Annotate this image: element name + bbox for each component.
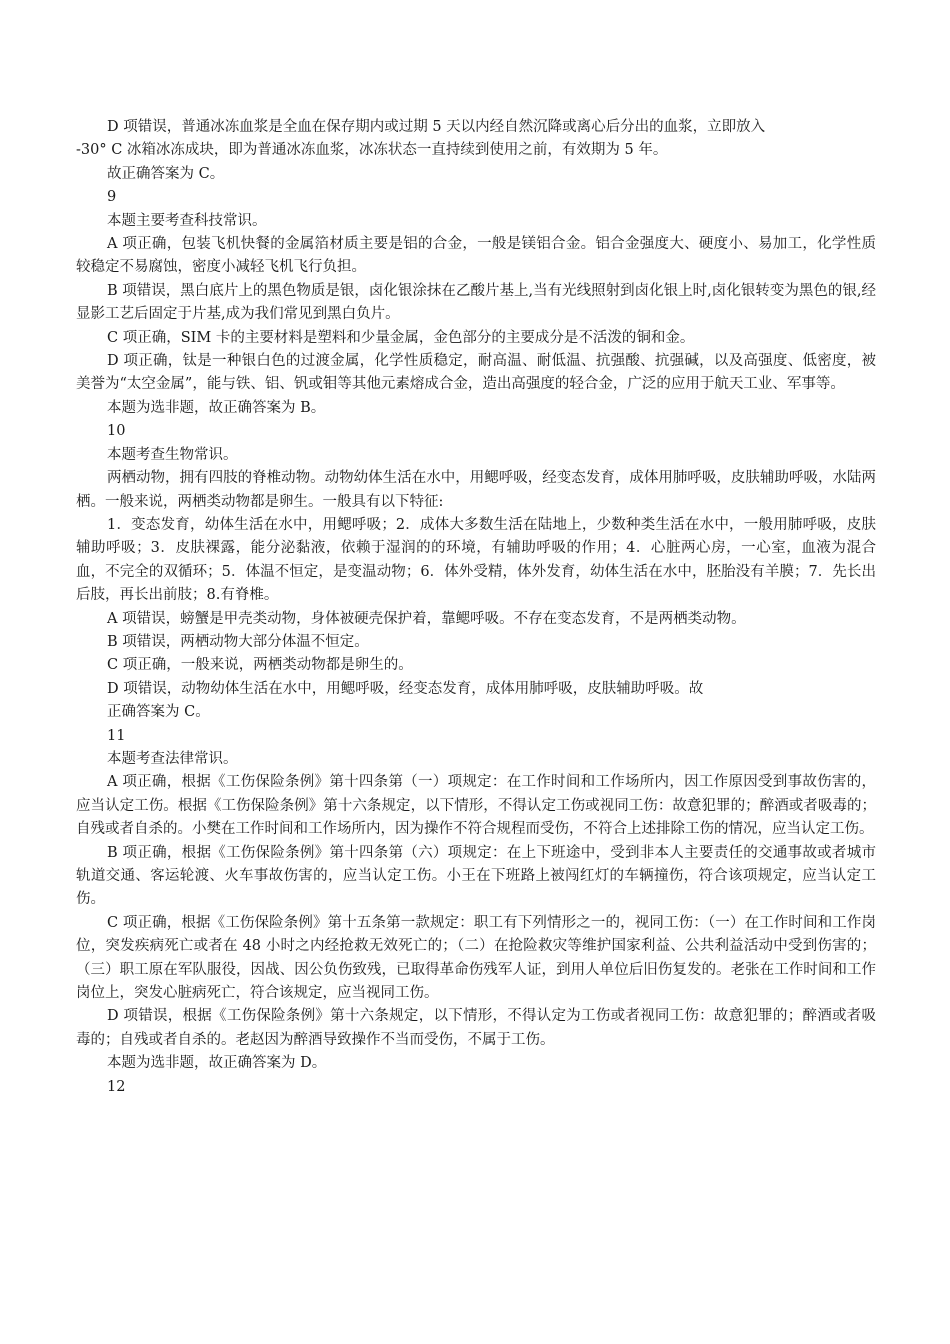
option-a-q11: A 项正确，根据《工伤保险条例》第十四条第（一）项规定：在工作时间和工作场所内，因工作原因受到事故伤害的，应当认定工伤。根据《工伤保险条例》第十六条规定，以下情形，不得认定工伤或视同工伤：故意犯罪的；醉酒或者吸毒的；自残或者自杀的。小樊在工作时间和工作场所内，因为操作不符合规程而受伤，不符合上述排除工伤的情况，应当认定工伤。 (76, 774, 876, 838)
option-a-q10: A 项错误，螃蟹是甲壳类动物，身体被硬壳保护着，靠鳃呼吸。不存在变态发育，不是两栖类动物。 (107, 610, 746, 627)
answer-conclusion-q8: 故正确答案为 C。 (107, 165, 225, 182)
answer-d-explanation-q8: D 项错误，普通冰冻血浆是全血在保存期内或过期 5 天以内经自然沉降或离心后分出的血浆，立即放入 (107, 119, 766, 135)
topic-q9: 本题主要考查科技常识。 (107, 212, 267, 229)
option-d-q9: D 项正确，钛是一种银白色的过渡金属，化学性质稳定，耐高温、耐低温、抗强酸、抗强碱，以及高强度、低密度，被美誉为“太空金属”，能与铁、铝、钒或钼等其他元素熔成合金，造出高强度的轻合金，广泛的应用于航天工业、军事等。 (76, 353, 876, 393)
option-b-q9: B 项错误，黑白底片上的黑色物质是银，卤化银涂抹在乙酸片基上,当有光线照射到卤化银上时,卤化银转变为黑色的银,经显影工艺后固定于片基,成为我们常见到黑白负片。 (76, 282, 876, 323)
answer-conclusion-q11: 本题为选非题，故正确答案为 D。 (107, 1055, 327, 1072)
topic-q11: 本题考查法律常识。 (107, 750, 238, 767)
question-number-12: 12 (107, 1078, 126, 1095)
option-c-q10: C 项正确，一般来说，两栖类动物都是卵生的。 (107, 657, 413, 674)
intro-q10: 两栖动物，拥有四肢的脊椎动物。动物幼体生活在水中，用鳃呼吸，经变态发育，成体用肺呼吸，皮肤辅助呼吸，水陆两栖。一般来说，两栖类动物都是卵生。一般具有以下特征: (76, 470, 876, 510)
question-number-11: 11 (107, 727, 126, 744)
answer-conclusion-q9: 本题为选非题，故正确答案为 B。 (107, 399, 326, 416)
question-number-9: 9 (107, 189, 117, 206)
option-a-q9: A 项正确，包装飞机快餐的金属箔材质主要是铝的合金，一般是镁铝合金。铝合金强度大、硬度小、易加工，化学性质较稳定不易腐蚀，密度小减轻飞机飞行负担。 (76, 236, 876, 276)
option-c-q11: C 项正确，根据《工伤保险条例》第十五条第一款规定：职工有下列情形之一的，视同工伤：（一）在工作时间和工作岗位，突发疾病死亡或者在 48 小时之内经抢救无效死亡的；（二）在抢险救灾等维护国家利益、公共利益活动中受到伤害的；（三）职工原在军队服役，因战、因公负伤致残，已取得革命伤残军人证，到用人单位后旧伤复发的。老张在工作时间和工作岗位上，突发心脏病死亡，符合该规定，应当视同工伤。 (76, 914, 876, 1002)
question-number-10: 10 (107, 423, 126, 440)
option-b-q11: B 项正确，根据《工伤保险条例》第十四条第（六）项规定：在上下班途中，受到非本人主要责任的交通事故或者城市轨道交通、客运轮渡、火车事故伤害的，应当认定工伤。小王在下班路上被闯红灯的车辆撞伤，符合该项规定，应当认定工伤。 (76, 844, 876, 908)
option-b-q10: B 项错误，两栖动物大部分体温不恒定。 (107, 633, 369, 650)
option-d-q10: D 项错误，动物幼体生活在水中，用鳃呼吸，经变态发育，成体用肺呼吸，皮肤辅助呼吸。故 (107, 680, 704, 697)
answer-conclusion-q10: 正确答案为 C。 (107, 704, 210, 721)
features-q10: 1．变态发育，幼体生活在水中，用鳃呼吸；2．成体大多数生活在陆地上，少数种类生活在水中，一般用肺呼吸，皮肤辅助呼吸；3．皮肤裸露，能分泌黏液，依赖于湿润的的环境，有辅助呼吸的作用；4．心脏两心房，一心室，血液为混合血，不完全的双循环；5．体温不恒定，是变温动物；6．体外受精，体外发育，幼体生活在水中，胚胎没有羊膜；7．先长出后肢，再长出前肢；8.有脊椎。 (76, 516, 876, 604)
answer-d-explanation-q8-cont: -30° C 冰箱冰冻成块，即为普通冰冻血浆，冰冻状态一直持续到使用之前，有效期为 5 年。 (76, 142, 668, 159)
document-page (76, 116, 876, 1099)
option-d-q11: D 项错误，根据《工伤保险条例》第十六条规定，以下情形，不得认定为工伤或者视同工伤：故意犯罪的；醉酒或者吸毒的；自残或者自杀的。老赵因为醉酒导致操作不当而受伤，不属于工伤。 (76, 1008, 876, 1048)
option-c-q9: C 项正确，SIM 卡的主要材料是塑料和少量金属，金色部分的主要成分是不活泼的铜和金。 (107, 329, 695, 346)
topic-q10: 本题考查生物常识。 (107, 446, 238, 463)
